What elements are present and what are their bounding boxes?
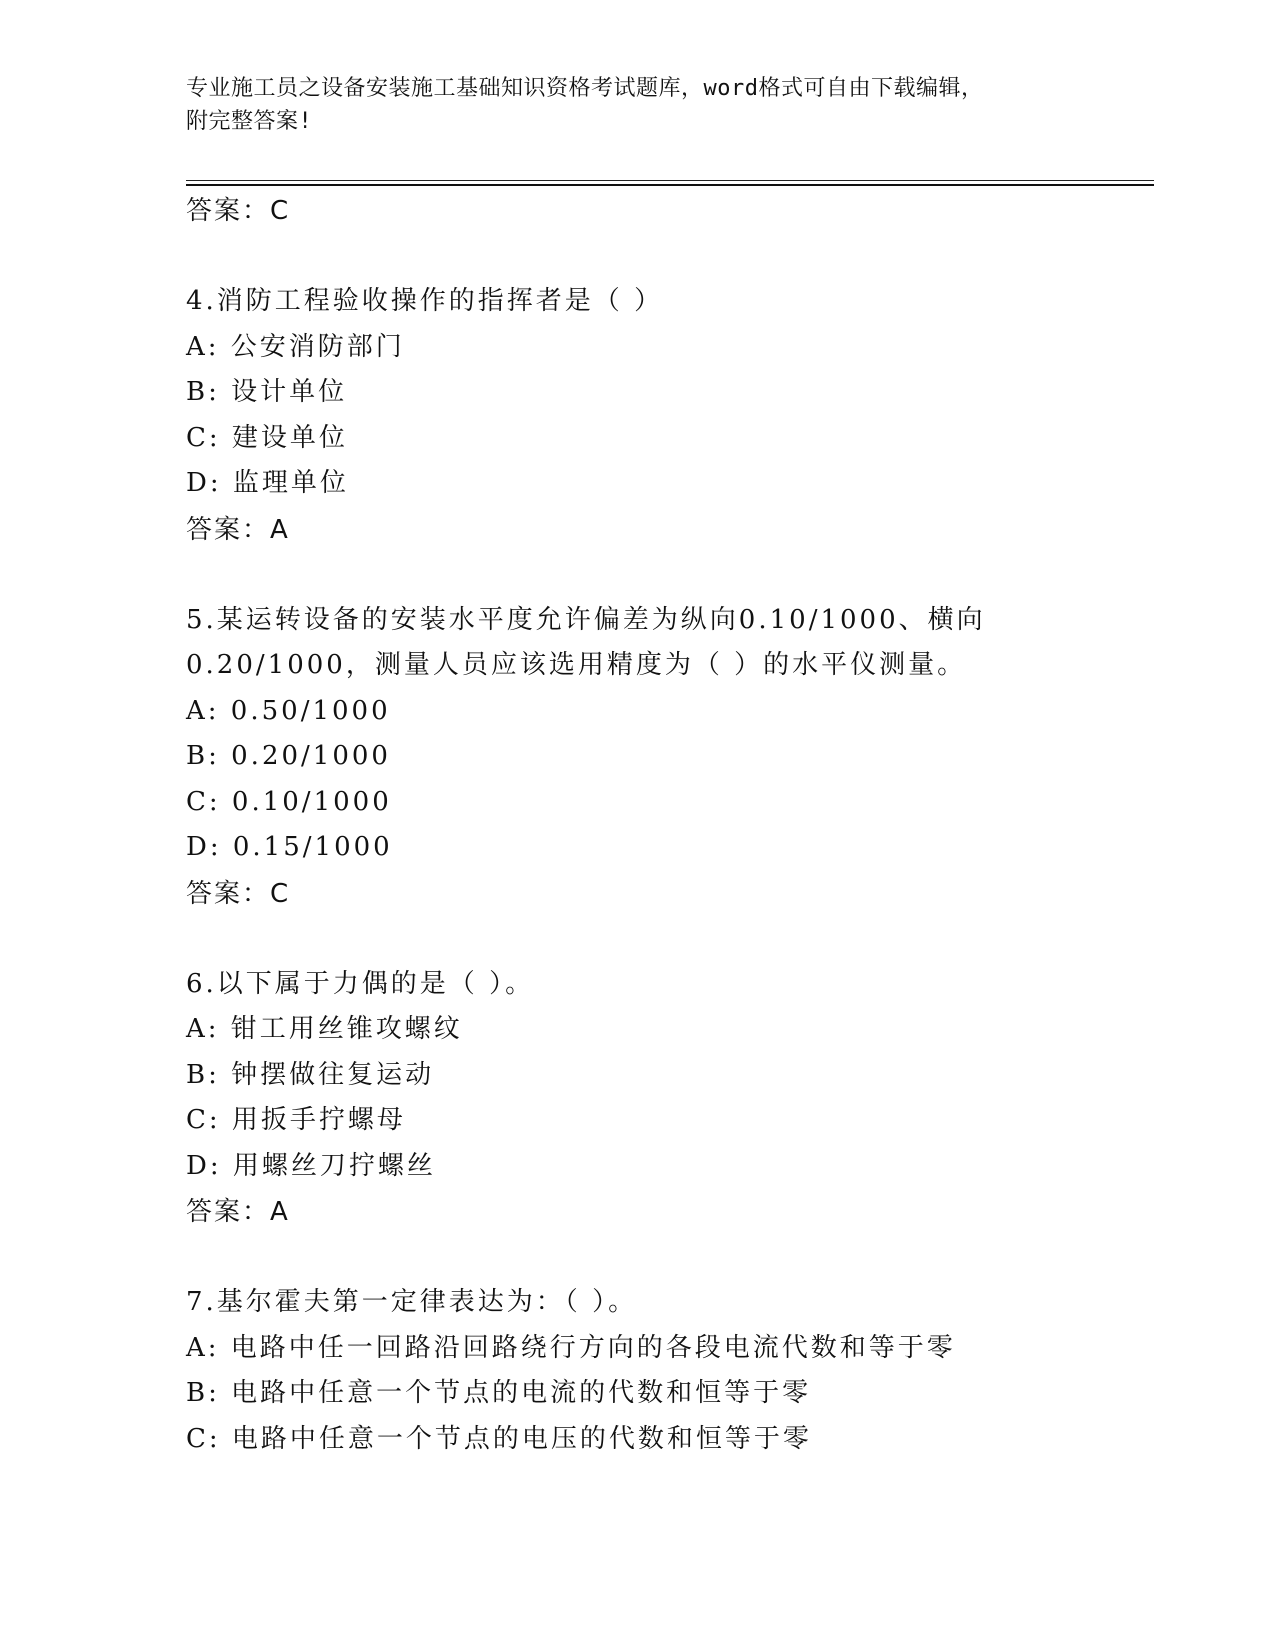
answer-line: 答案：A (186, 514, 290, 545)
option-b: B: 钟摆做往复运动 (186, 1059, 435, 1090)
question-stem: 5.某运转设备的安装水平度允许偏差为纵向0.10/1000、横向 (186, 604, 986, 635)
option-a: A: 电路中任一回路沿回路绕行方向的各段电流代数和等于零 (186, 1332, 956, 1363)
header-line-2: 附完整答案! (186, 109, 313, 134)
option-c: C: 建设单位 (186, 422, 348, 453)
option-b: B: 0.20/1000 (186, 741, 391, 771)
question-block-6 (186, 962, 1154, 1236)
option-d: D: 监理单位 (186, 468, 349, 498)
option-c: C: 0.10/1000 (186, 786, 392, 817)
answer-line: 答案：C (186, 196, 291, 226)
question-stem: 4.消防工程验收操作的指挥者是（ ） (186, 286, 664, 316)
question-block-5 (186, 598, 1154, 917)
option-d: D: 0.15/1000 (186, 832, 393, 862)
option-a: A: 公安消防部门 (186, 331, 405, 362)
question-list (186, 188, 1154, 1462)
question-stem: 6.以下属于力偶的是（ ）。 (186, 968, 535, 999)
option-a: A: 钳工用丝锥攻螺纹 (186, 1014, 463, 1044)
option-d: D: 用螺丝刀拧螺丝 (186, 1150, 436, 1181)
question-block-7 (186, 1280, 1154, 1462)
question-block-4 (186, 279, 1154, 553)
header-divider-thin (186, 180, 1154, 181)
spacer (186, 1235, 1154, 1280)
question-stem-continued: 0.20/1000，测量人员应该选用精度为（ ）的水平仪测量。 (186, 650, 967, 680)
spacer (186, 234, 1154, 279)
option-c: C: 电路中任意一个节点的电压的代数和恒等于零 (186, 1423, 812, 1454)
spacer (186, 917, 1154, 962)
option-a: A: 0.50/1000 (186, 695, 391, 726)
answer-line: 答案：C (186, 878, 291, 909)
header-line-1: 专业施工员之设备安装施工基础知识资格考试题库，word格式可自由下载编辑， (186, 76, 984, 101)
question-stem: 7.基尔霍夫第一定律表达为：（ ）。 (186, 1287, 638, 1317)
option-b: B: 电路中任意一个节点的电流的代数和恒等于零 (186, 1378, 812, 1408)
header-divider-thick (186, 184, 1154, 186)
option-b: B: 设计单位 (186, 377, 348, 407)
document-header (186, 72, 1066, 138)
spacer (186, 553, 1154, 598)
option-c: C: 用扳手拧螺母 (186, 1105, 406, 1135)
answer-line: 答案：A (186, 1197, 290, 1227)
